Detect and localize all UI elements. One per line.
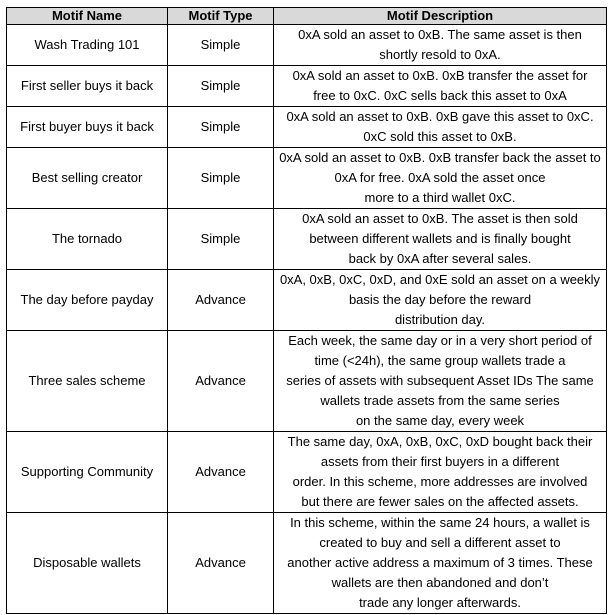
motif-type-cell: Simple bbox=[168, 148, 274, 209]
table-row bbox=[7, 107, 607, 148]
motif-type-cell: Simple bbox=[168, 25, 274, 66]
motif-description-cell: 0xA sold an asset to 0xB. 0xB gave this asset to 0xC. 0xC sold this asset to 0xB. bbox=[274, 107, 607, 148]
motif-type-cell: Simple bbox=[168, 107, 274, 148]
motif-name-cell: The tornado bbox=[7, 209, 168, 270]
table-row bbox=[7, 209, 607, 270]
motif-description-cell: 0xA sold an asset to 0xB. 0xB transfer back the asset to 0xA for free. 0xA sold the asset once more to a third wallet 0xC. bbox=[274, 148, 607, 209]
table-row bbox=[7, 66, 607, 107]
table-row bbox=[7, 432, 607, 513]
motif-name-cell: Best selling creator bbox=[7, 148, 168, 209]
motif-description-cell: 0xA, 0xB, 0xC, 0xD, and 0xE sold an asset on a weekly basis the day before the reward distribution day. bbox=[274, 270, 607, 331]
motif-description-cell: 0xA sold an asset to 0xB. The asset is then sold between different wallets and is finally bought back by 0xA after several sales. bbox=[274, 209, 607, 270]
table-row bbox=[7, 513, 607, 614]
motif-table-container bbox=[6, 7, 607, 614]
motif-name-cell: Disposable wallets bbox=[7, 513, 168, 614]
column-header-motif-description: Motif Description bbox=[274, 8, 607, 25]
motif-description-cell: The same day, 0xA, 0xB, 0xC, 0xD bought back their assets from their first buyers in a different order. In this scheme, more addresses are involved but there are fewer sales on the affected assets. bbox=[274, 432, 607, 513]
motif-type-cell: Advance bbox=[168, 331, 274, 432]
motif-name-cell: The day before payday bbox=[7, 270, 168, 331]
motif-type-cell: Advance bbox=[168, 270, 274, 331]
motif-description-cell: 0xA sold an asset to 0xB. 0xB transfer the asset for free to 0xC. 0xC sells back this asset to 0xA bbox=[274, 66, 607, 107]
motif-name-cell: First seller buys it back bbox=[7, 66, 168, 107]
column-header-motif-name: Motif Name bbox=[7, 8, 168, 25]
motif-name-cell: Supporting Community bbox=[7, 432, 168, 513]
column-header-motif-type: Motif Type bbox=[168, 8, 274, 25]
motif-name-cell: First buyer buys it back bbox=[7, 107, 168, 148]
motif-type-cell: Advance bbox=[168, 513, 274, 614]
motif-type-cell: Simple bbox=[168, 66, 274, 107]
motif-description-cell: Each week, the same day or in a very short period of time (<24h), the same group wallets trade a series of assets with subsequent Asset IDs The same wallets trade assets from the same series on the same day, every week bbox=[274, 331, 607, 432]
motif-name-cell: Three sales scheme bbox=[7, 331, 168, 432]
motif-type-cell: Advance bbox=[168, 432, 274, 513]
motif-name-cell: Wash Trading 101 bbox=[7, 25, 168, 66]
table-row bbox=[7, 148, 607, 209]
motif-description-cell: In this scheme, within the same 24 hours, a wallet is created to buy and sell a different asset to another active address a maximum of 3 times. These wallets are then abandoned and don’t trade any longer afterwards. bbox=[274, 513, 607, 614]
table-row bbox=[7, 270, 607, 331]
motif-type-cell: Simple bbox=[168, 209, 274, 270]
table-row bbox=[7, 331, 607, 432]
motif-description-cell: 0xA sold an asset to 0xB. The same asset is then shortly resold to 0xA. bbox=[274, 25, 607, 66]
table-row bbox=[7, 25, 607, 66]
motif-table bbox=[6, 7, 607, 614]
table-header-row bbox=[7, 8, 607, 25]
